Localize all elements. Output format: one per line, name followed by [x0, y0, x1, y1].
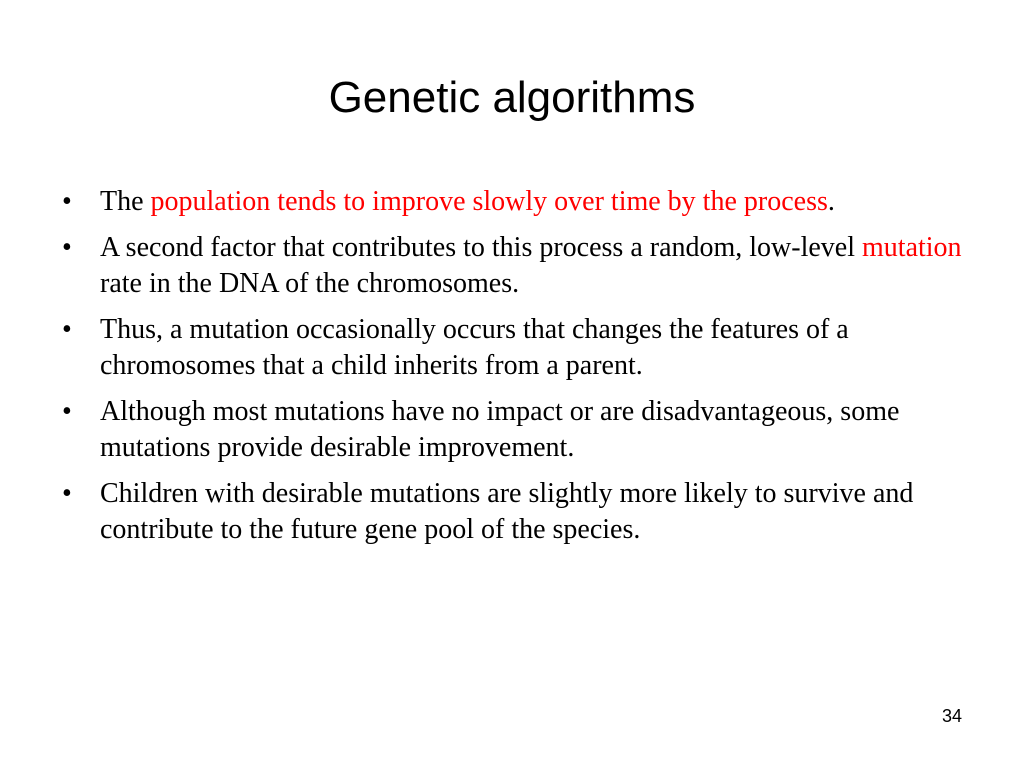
bullet-list	[62, 184, 962, 558]
highlighted-phrase: population tends to improve slowly over time by the process	[150, 186, 828, 217]
bullet-icon: •	[62, 478, 72, 509]
bullet-item-5	[62, 476, 962, 548]
page-number: 34	[941, 706, 962, 726]
slide-title: Genetic algorithms	[328, 73, 696, 122]
bullet-item-3	[62, 312, 962, 384]
bullet-text-segment: Children with desirable mutations are slightly more likely to survive and contribute to the future gene pool of the species.	[100, 478, 914, 545]
bullet-text-segment: rate in the DNA of the chromosomes.	[100, 268, 520, 299]
bullet-icon: •	[62, 186, 72, 217]
bullet-text-segment: Thus, a mutation occasionally occurs that changes the features of a chromosomes that a child inherits from a parent.	[100, 314, 849, 381]
bullet-item-1	[62, 184, 962, 220]
bullet-icon: •	[62, 396, 72, 427]
bullet-icon: •	[62, 314, 72, 345]
bullet-text-segment: Although most mutations have no impact or are disadvantageous, some mutations provide desirable improvement.	[100, 396, 900, 463]
bullet-item-2	[62, 230, 962, 302]
bullet-text-segment: A second factor that contributes to this process a random, low-level	[100, 232, 863, 263]
bullet-item-4	[62, 394, 962, 466]
bullet-text-segment: .	[827, 186, 835, 217]
bullet-icon: •	[62, 232, 72, 263]
bullet-text-segment: The	[100, 186, 151, 217]
highlighted-phrase: mutation	[862, 232, 962, 263]
